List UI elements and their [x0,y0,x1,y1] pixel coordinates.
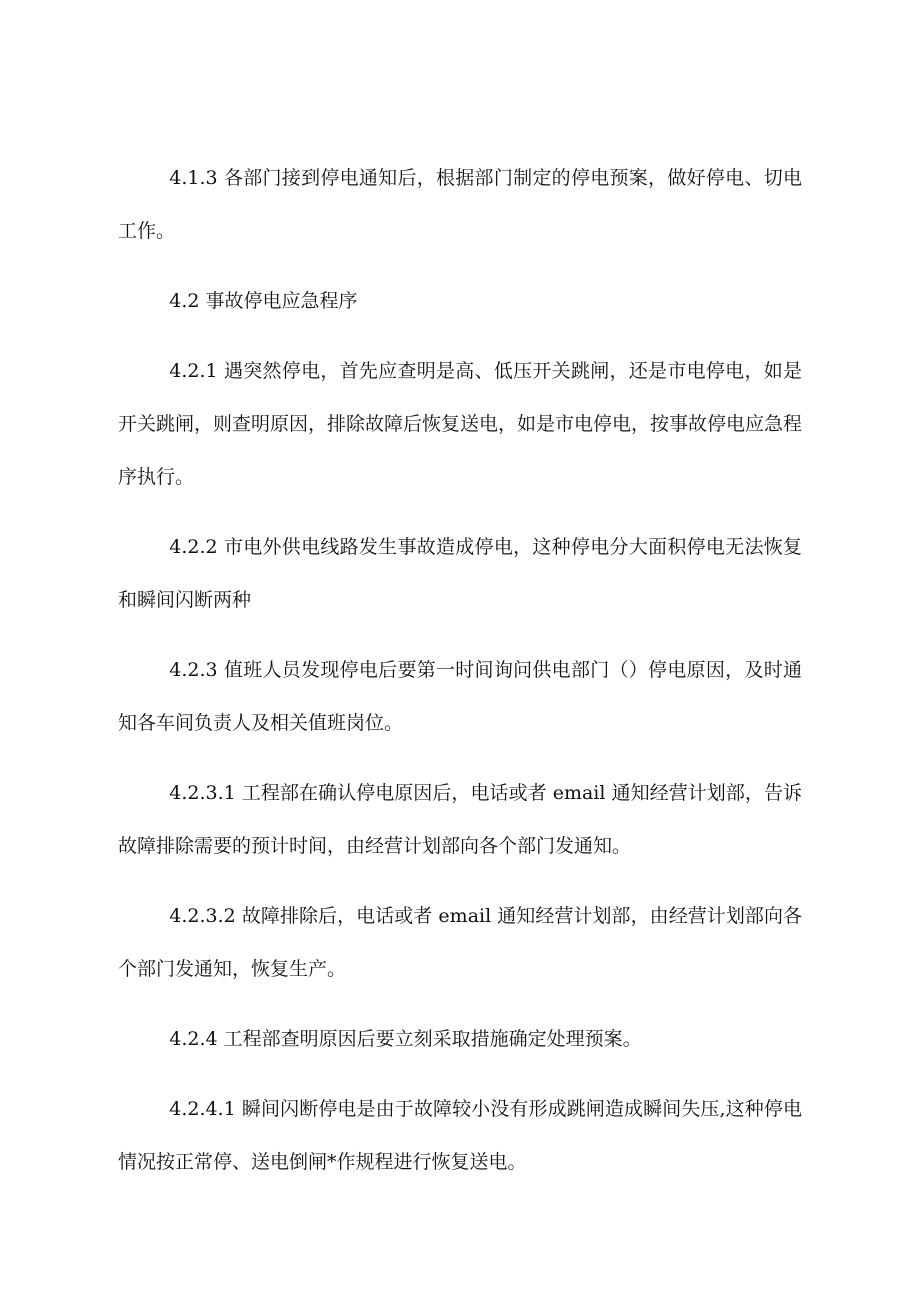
paragraph-4-2-3: 4.2.3 值班人员发现停电后要第一时间询问供电部门（）停电原因，及时通知各车间负责人及相关值班岗位。 [118,659,802,734]
paragraph-4-2-1: 4.2.1 遇突然停电，首先应查明是高、低压开关跳闸，还是市电停电，如是开关跳闸，则查明原因，排除故障后恢复送电，如是市电停电，按事故停电应急程序执行。 [118,360,803,488]
paragraph-4-2-2: 4.2.2 市电外供电线路发生事故造成停电，这种停电分大面积停电无法恢复和瞬间闪断两种 [118,536,802,611]
paragraph-4-1-3: 4.1.3 各部门接到停电通知后，根据部门制定的停电预案，做好停电、切电工作。 [118,167,802,242]
section-heading-4-2: 4.2 事故停电应急程序 [169,290,358,312]
paragraph-4-2-4: 4.2.4 工程部查明原因后要立刻采取措施确定处理预案。 [169,1028,642,1050]
paragraph-4-2-3-2: 4.2.3.2 故障排除后，电话或者 email 通知经营计划部，由经营计划部向各个部门发通知，恢复生产。 [118,905,802,980]
paragraph-4-2-4-1: 4.2.4.1 瞬间闪断停电是由于故障较小没有形成跳闸造成瞬间失压,这种停电情况按正常停、送电倒闸*作规程进行恢复送电。 [118,1098,802,1173]
document-body [118,152,802,1206]
paragraph-4-2-3-1: 4.2.3.1 工程部在确认停电原因后，电话或者 email 通知经营计划部，告诉故障排除需要的预计时间，由经营计划部向各个部门发通知。 [118,782,802,857]
